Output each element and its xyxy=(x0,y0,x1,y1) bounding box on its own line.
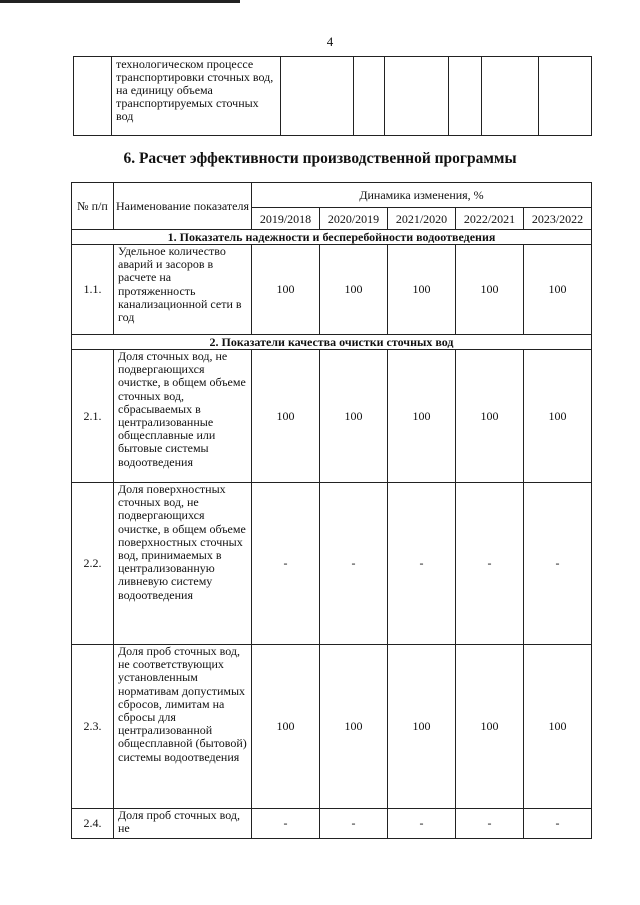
value-cell: - xyxy=(252,809,320,839)
continued-indicator-name: технологическом процессе транспортировки сточных вод, на единицу объема транспортируемых сточных вод xyxy=(112,57,281,136)
value-cell: 100 xyxy=(524,645,592,809)
header-row xyxy=(72,183,592,208)
year-header: 2020/2019 xyxy=(320,208,388,230)
value-cell: 100 xyxy=(388,645,456,809)
value-cell: - xyxy=(524,809,592,839)
table-row xyxy=(72,245,592,335)
value-cell: 100 xyxy=(320,350,388,483)
table-row xyxy=(72,483,592,645)
value-cell: 100 xyxy=(252,350,320,483)
section-title: 6. Расчет эффективности производственной программы xyxy=(123,150,517,167)
value-cell: 100 xyxy=(252,245,320,335)
table-row xyxy=(72,809,592,839)
indicator-name: Доля проб сточных вод, не соответствующих установленным нормативам допустимых сбросов, лимитам на сбросы для централизованной общесплавной (бытовой) системы водоотведения xyxy=(114,645,252,809)
continued-table xyxy=(73,56,592,136)
col-name-header: Наименование показателя xyxy=(114,183,252,230)
value-cell: 100 xyxy=(456,350,524,483)
value-cell: 100 xyxy=(388,245,456,335)
value-cell: 100 xyxy=(388,350,456,483)
group-row xyxy=(72,230,592,245)
value-cell: - xyxy=(320,809,388,839)
value-cell: - xyxy=(524,483,592,645)
year-header: 2022/2021 xyxy=(456,208,524,230)
value-cell: - xyxy=(320,483,388,645)
indicator-name: Удельное количество аварий и засоров в расчете на протяженность канализационной сети в год xyxy=(114,245,252,335)
value-cell: 100 xyxy=(524,350,592,483)
group-title: 2. Показатели качества очистки сточных вод xyxy=(72,335,592,350)
value-cell: 100 xyxy=(252,645,320,809)
value-cell: - xyxy=(252,483,320,645)
value-cell: 100 xyxy=(456,245,524,335)
group-row xyxy=(72,335,592,350)
year-header: 2019/2018 xyxy=(252,208,320,230)
row-number: 2.2. xyxy=(72,483,114,645)
table-row xyxy=(72,645,592,809)
value-cell: - xyxy=(388,809,456,839)
row-number: 2.1. xyxy=(72,350,114,483)
indicator-name: Доля поверхностных сточных вод, не подвергающихся очистке, в общем объеме поверхностных сточных вод, принимаемых в централизованную ливневую систему водоотведения xyxy=(114,483,252,645)
value-cell: 100 xyxy=(456,645,524,809)
value-cell: 100 xyxy=(320,245,388,335)
year-header: 2021/2020 xyxy=(388,208,456,230)
row-number: 2.4. xyxy=(72,809,114,839)
col-num-header: № п/п xyxy=(72,183,114,230)
value-cell: - xyxy=(388,483,456,645)
value-cell: - xyxy=(456,809,524,839)
page-number: 4 xyxy=(326,34,334,49)
table-row xyxy=(72,350,592,483)
value-cell: 100 xyxy=(524,245,592,335)
group-title: 1. Показатель надежности и бесперебойности водоотведения xyxy=(72,230,592,245)
year-header: 2023/2022 xyxy=(524,208,592,230)
col-dynamics-header: Динамика изменения, % xyxy=(252,183,592,208)
value-cell: 100 xyxy=(320,645,388,809)
efficiency-table xyxy=(71,182,592,839)
indicator-name: Доля проб сточных вод, не xyxy=(114,809,252,839)
row-number: 2.3. xyxy=(72,645,114,809)
indicator-name: Доля сточных вод, не подвергающихся очистке, в общем объеме сточных вод, сбрасываемых в централизованные общесплавные или бытовые системы водоотведения xyxy=(114,350,252,483)
row-number: 1.1. xyxy=(72,245,114,335)
value-cell: - xyxy=(456,483,524,645)
table-row xyxy=(74,57,592,136)
top-border-line xyxy=(0,0,240,3)
